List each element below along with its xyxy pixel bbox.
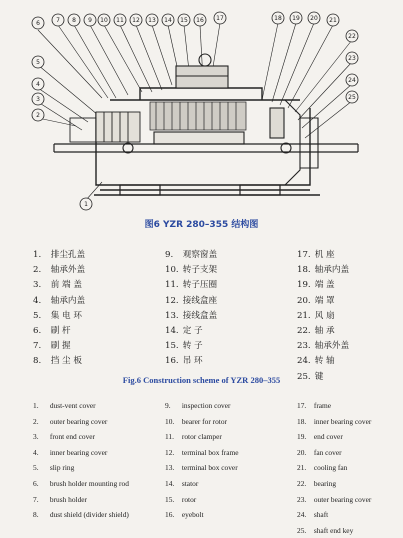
legend-text: frame	[313, 401, 332, 410]
legend-text: bearer for rotor	[181, 416, 227, 426]
legend-entry	[165, 429, 239, 445]
legend-entry	[33, 263, 85, 278]
callout-number: 20	[310, 15, 318, 23]
legend-number: 15.	[165, 494, 175, 504]
legend-number: 8.	[33, 356, 42, 367]
legend-text: 刷 握	[50, 341, 71, 352]
legend-entry	[33, 414, 129, 430]
legend-entry	[33, 429, 129, 445]
legend-entry	[297, 263, 349, 278]
legend-number: 2.	[33, 416, 39, 426]
callout-number: 16	[196, 17, 204, 25]
legend-number: 23.	[297, 494, 307, 504]
legend-entry	[33, 398, 129, 414]
legend-text: stator	[181, 478, 199, 488]
legend-number: 22.	[297, 325, 311, 336]
callout-number: 3	[36, 96, 40, 104]
legend-text: shaft end key	[313, 525, 354, 535]
legend-entry	[297, 278, 349, 293]
legend-text: cooling fan	[313, 463, 348, 473]
legend-text: rotor clamper	[181, 432, 222, 442]
legend-entry	[33, 278, 85, 293]
legend-number: 25.	[297, 371, 311, 382]
legend-number: 14.	[165, 325, 179, 336]
legend-number: 9.	[165, 250, 174, 260]
legend-entry	[165, 278, 217, 293]
legend-number: 16.	[165, 356, 179, 367]
legend-entry	[33, 324, 85, 339]
legend-number: 17.	[297, 250, 311, 260]
legend-text: end cover	[313, 432, 343, 442]
legend-entry	[165, 398, 239, 414]
terminal-box	[176, 66, 228, 88]
callout-number: 10	[100, 17, 108, 25]
legend-text: 轴承内盖	[314, 265, 350, 276]
legend-text: 吊 环	[182, 356, 203, 367]
legend-entry	[297, 460, 371, 476]
callout-number: 14	[164, 17, 172, 25]
legend-entry	[297, 398, 371, 414]
legend-entry	[33, 507, 129, 523]
legend-entry	[297, 324, 349, 339]
callout-number: 18	[274, 15, 282, 23]
eyebolt	[199, 54, 211, 66]
legend-entry	[297, 414, 371, 430]
legend-number: 7.	[33, 494, 39, 504]
legend-number: 1.	[33, 401, 39, 410]
legend-entry	[165, 309, 217, 324]
legend-text: 轴承外盖	[50, 265, 86, 276]
legend-number: 6.	[33, 325, 42, 336]
legend-text: 机 座	[314, 250, 335, 260]
legend-number: 5.	[33, 463, 39, 473]
callout-number: 11	[116, 17, 124, 25]
legend-text: slip ring	[49, 463, 75, 473]
legend-entry	[33, 445, 129, 461]
legend-number: 18.	[297, 416, 307, 426]
legend-text: dust-vent cover	[49, 401, 96, 410]
callout-number: 21	[329, 17, 337, 25]
legend-entry	[297, 294, 349, 309]
legend-text: terminal box frame	[181, 447, 239, 457]
callout-number: 19	[292, 15, 300, 23]
callout-number: 25	[348, 94, 356, 102]
legend-entry	[165, 294, 217, 309]
legend-entry	[165, 492, 239, 508]
legend-entry	[165, 476, 239, 492]
legend-english-column-3	[297, 398, 371, 538]
legend-number: 24.	[297, 356, 311, 367]
legend-number: 23.	[297, 341, 311, 352]
legend-text: 前 端 盖	[50, 280, 82, 291]
legend-number: 7.	[33, 341, 42, 352]
legend-entry	[165, 354, 217, 369]
slip-ring-assembly	[70, 112, 140, 142]
legend-text: 转子支架	[182, 265, 218, 276]
legend-number: 13.	[165, 463, 175, 473]
legend-entry	[33, 476, 129, 492]
legend-entry	[33, 294, 85, 309]
rotor	[154, 132, 244, 144]
legend-text: inner bearing cover	[313, 416, 372, 426]
legend-text: 排尘孔盖	[50, 250, 86, 260]
legend-text: front end cover	[49, 432, 96, 442]
callout-number: 5	[36, 59, 40, 67]
legend-entry	[165, 248, 217, 263]
legend-chinese-column-1	[33, 248, 85, 370]
legend-number: 3.	[33, 280, 42, 291]
callout-number: 7	[56, 17, 60, 25]
legend-entry	[33, 354, 85, 369]
legend-entry	[165, 414, 239, 430]
legend-text: 风 扇	[314, 310, 335, 321]
legend-entry	[297, 339, 349, 354]
legend-text: 定 子	[182, 325, 203, 336]
legend-entry	[297, 476, 371, 492]
legend-entry	[33, 248, 85, 263]
callout-number: 15	[180, 17, 188, 25]
legend-text: 挡 尘 板	[50, 356, 82, 367]
legend-entry	[33, 339, 85, 354]
legend-text: 转 轴	[314, 356, 335, 367]
legend-entry	[297, 248, 349, 263]
legend-text: terminal box cover	[181, 463, 238, 473]
callout-number: 23	[348, 55, 356, 63]
legend-number: 15.	[165, 341, 179, 352]
legend-entry	[297, 429, 371, 445]
legend-number: 25.	[297, 525, 307, 535]
legend-entry	[165, 445, 239, 461]
legend-english-column-1	[33, 398, 129, 523]
legend-entry	[165, 324, 217, 339]
legend-text: brush holder	[49, 494, 88, 504]
legend-chinese-column-3	[297, 248, 349, 385]
legend-number: 6.	[33, 478, 39, 488]
legend-number: 1.	[33, 250, 42, 260]
legend-number: 13.	[165, 310, 179, 321]
legend-text: eyebolt	[181, 510, 204, 520]
legend-text: fan cover	[313, 447, 342, 457]
legend-number: 24.	[297, 510, 307, 520]
legend-text: 轴 承	[314, 325, 335, 336]
legend-number: 9.	[165, 401, 171, 410]
legend-text: 键	[314, 371, 324, 382]
legend-number: 18.	[297, 265, 311, 276]
legend-number: 12.	[165, 295, 179, 306]
legend-number: 12.	[165, 447, 175, 457]
legend-text: inspection cover	[181, 401, 231, 410]
legend-text: brush holder mounting rod	[49, 478, 129, 488]
legend-text: 转 子	[182, 341, 203, 352]
callout-number: 22	[348, 33, 356, 41]
legend-text: 观察窗盖	[182, 250, 218, 260]
callout-number: 6	[36, 20, 40, 28]
legend-number: 20.	[297, 295, 311, 306]
legend-number: 20.	[297, 447, 307, 457]
legend-number: 16.	[165, 510, 175, 520]
legend-text: 集 电 环	[50, 310, 82, 321]
legend-text: 端 罩	[314, 295, 335, 306]
callout-number: 8	[72, 17, 76, 25]
legend-text: 接线盒盖	[182, 310, 218, 321]
legend-entry	[165, 339, 217, 354]
legend-number: 21.	[297, 463, 307, 473]
legend-text: outer bearing cover	[313, 494, 372, 504]
legend-number: 4.	[33, 295, 42, 306]
legend-number: 4.	[33, 447, 39, 457]
legend-number: 10.	[165, 416, 175, 426]
figure-caption-english: Fig.6 Construction scheme of YZR 280–355	[122, 375, 281, 385]
legend-number: 14.	[165, 478, 175, 488]
legend-number: 17.	[297, 401, 307, 410]
legend-text: dust shield (divider shield)	[49, 510, 129, 520]
legend-entry	[33, 309, 85, 324]
shaft	[54, 144, 358, 152]
legend-number: 10.	[165, 265, 179, 276]
callout-number: 13	[148, 17, 156, 25]
legend-text: 转子压圈	[182, 280, 218, 291]
figure-caption-chinese: 图6 YZR 280–355 结构图	[144, 220, 259, 230]
legend-text: inner bearing cover	[49, 447, 108, 457]
legend-number: 11.	[165, 432, 174, 442]
legend-entry	[165, 507, 239, 523]
callout-number: 2	[36, 112, 40, 120]
legend-number: 21.	[297, 310, 311, 321]
legend-entry	[33, 492, 129, 508]
legend-number: 19.	[297, 280, 311, 291]
legend-entry	[165, 460, 239, 476]
legend-text: 轴承内盖	[50, 295, 86, 306]
legend-entry	[297, 523, 371, 538]
legend-text: 刷 杆	[50, 325, 71, 336]
legend-entry	[297, 492, 371, 508]
legend-entry	[297, 507, 371, 523]
motor-construction-drawing	[0, 0, 403, 215]
legend-english-column-2	[165, 398, 239, 523]
legend-text: 端 盖	[314, 280, 335, 291]
legend-entry	[297, 309, 349, 324]
legend-number: 19.	[297, 432, 307, 442]
callout-number: 12	[132, 17, 140, 25]
legend-entry	[297, 445, 371, 461]
legend-number: 5.	[33, 310, 42, 321]
callout-number: 4	[36, 81, 40, 89]
legend-chinese-column-2	[165, 248, 217, 370]
legend-text: 接线盒座	[182, 295, 218, 306]
legend-number: 8.	[33, 510, 39, 520]
callout-number: 9	[88, 17, 92, 25]
legend-text: shaft	[313, 510, 329, 520]
legend-entry	[165, 263, 217, 278]
callout-number: 24	[348, 77, 356, 85]
legend-number: 3.	[33, 432, 39, 442]
legend-number: 11.	[165, 280, 179, 291]
legend-text: rotor	[181, 494, 197, 504]
legend-text: 轴承外盖	[314, 341, 350, 352]
legend-number: 22.	[297, 478, 307, 488]
callout-number: 1	[84, 201, 88, 209]
stator-core	[150, 102, 246, 130]
callout-number: 17	[216, 15, 224, 23]
legend-text: outer bearing cover	[49, 416, 108, 426]
legend-number: 2.	[33, 265, 42, 276]
legend-entry	[297, 354, 349, 369]
legend-entry	[33, 460, 129, 476]
legend-text: bearing	[313, 478, 337, 488]
